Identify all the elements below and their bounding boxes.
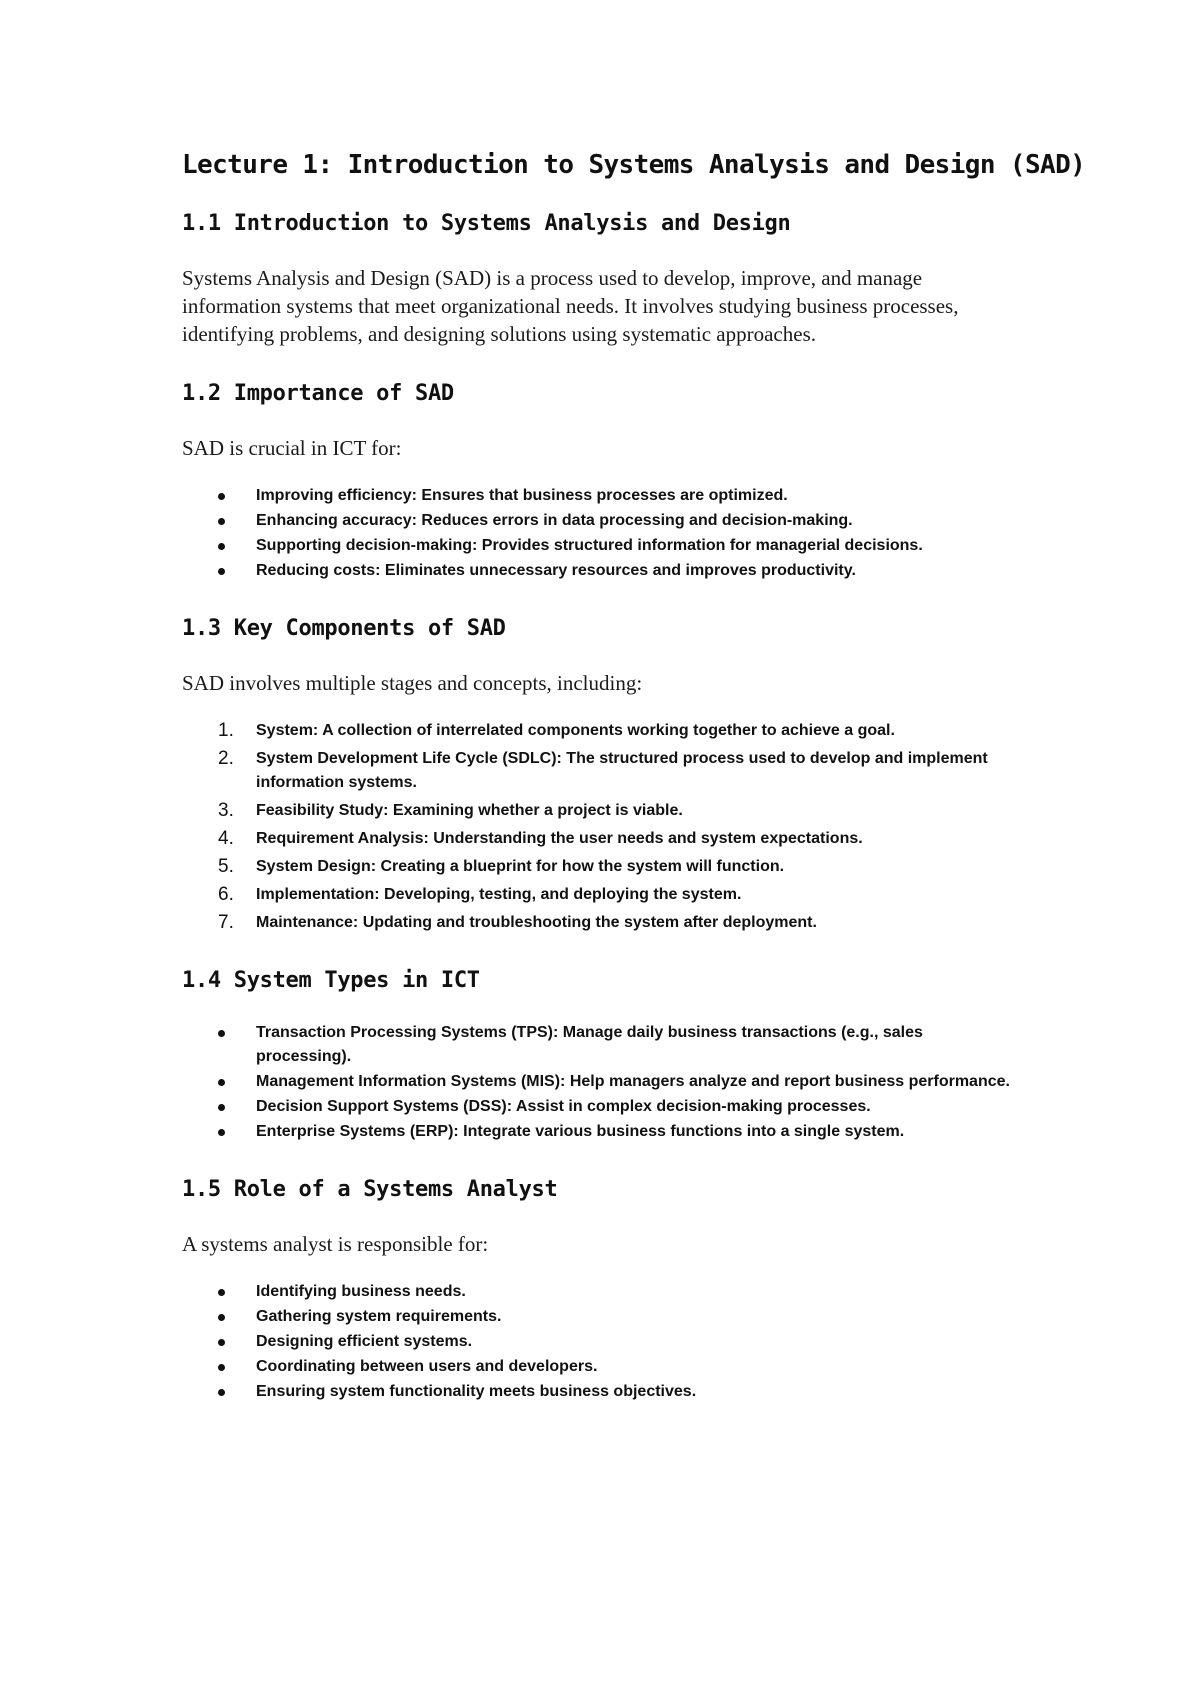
list-number: 7. [218,912,234,933]
list-item [182,1070,1022,1094]
list-item [182,1330,1022,1354]
bullet-icon [218,1030,225,1037]
bullet-icon [218,1129,225,1136]
section-heading-1-1: 1.1 Introduction to Systems Analysis and Design [182,211,791,236]
list-item-text: Gathering system requirements. [256,1308,502,1325]
list-item [182,827,1022,851]
section-heading-1-2: 1.2 Importance of SAD [182,381,454,406]
list-item [182,1305,1022,1329]
bullet-icon [218,1104,225,1111]
list-item [182,1021,1022,1069]
bullet-icon [218,1289,225,1296]
list-item-text: Coordinating between users and developers. [256,1358,598,1375]
list-item [182,855,1022,879]
list-item-text: Designing efficient systems. [256,1333,473,1350]
section-intro-1-3: SAD involves multiple stages and concepts, including: [182,671,643,695]
numbered-list-components [182,719,1022,935]
section-heading-1-5: 1.5 Role of a Systems Analyst [182,1177,558,1202]
section-heading-1-3: 1.3 Key Components of SAD [182,616,506,641]
list-item-text: Supporting decision-making: Provides structured information for managerial decisions. [256,537,923,554]
list-item [182,1355,1022,1379]
list-item [182,559,1022,583]
bullet-icon [218,543,225,550]
bullet-icon [218,1314,225,1321]
list-item-text: System: A collection of interrelated components working together to achieve a goal. [256,722,895,739]
bullet-icon [218,493,225,500]
list-item [182,1095,1022,1119]
bullet-list-analyst-role [182,1280,1022,1404]
list-item-text: Identifying business needs. [256,1283,466,1300]
section-paragraph-1-1: Systems Analysis and Design (SAD) is a process used to develop, improve, and manage information systems that meet organizational needs. It involves studying business processes, identifying problems, and designing solutions using systematic approaches. [182,266,959,346]
bullet-icon [218,1339,225,1346]
document-title: Lecture 1: Introduction to Systems Analysis and Design (SAD) [182,150,1086,180]
list-number: 4. [218,828,234,849]
list-number: 1. [218,720,234,741]
bullet-icon [218,1389,225,1396]
list-item [182,799,1022,823]
list-item-text: Reducing costs: Eliminates unnecessary resources and improves productivity. [256,562,856,579]
section-intro-1-5: A systems analyst is responsible for: [182,1232,489,1256]
list-item-text: Ensuring system functionality meets business objectives. [256,1383,697,1400]
list-item-text: Transaction Processing Systems (TPS): Manage daily business transactions (e.g., sales processing). [256,1024,923,1065]
section-intro-1-2: SAD is crucial in ICT for: [182,436,402,460]
list-item [182,747,1022,795]
bullet-icon [218,568,225,575]
list-item-text: Implementation: Developing, testing, and deploying the system. [256,886,742,903]
list-item [182,1280,1022,1304]
list-item-text: Requirement Analysis: Understanding the user needs and system expectations. [256,830,863,847]
list-item [182,719,1022,743]
bullet-icon [218,518,225,525]
list-item [182,1120,1022,1144]
list-item-text: Maintenance: Updating and troubleshooting the system after deployment. [256,914,817,931]
bullet-icon [218,1079,225,1086]
list-item-text: Improving efficiency: Ensures that business processes are optimized. [256,487,788,504]
bullet-list-importance [182,484,1022,583]
list-item [182,484,1022,508]
list-item [182,883,1022,907]
bullet-list-system-types [182,1021,1022,1144]
list-item-text: Enterprise Systems (ERP): Integrate various business functions into a single system. [256,1123,905,1140]
list-item [182,1380,1022,1404]
list-item [182,911,1022,935]
list-item-text: Management Information Systems (MIS): Help managers analyze and report business performance. [256,1073,1010,1090]
section-heading-1-4: 1.4 System Types in ICT [182,968,480,993]
list-item-text: Feasibility Study: Examining whether a project is viable. [256,802,683,819]
list-item-text: System Design: Creating a blueprint for how the system will function. [256,858,785,875]
list-item-text: Enhancing accuracy: Reduces errors in data processing and decision-making. [256,512,853,529]
list-item [182,509,1022,533]
bullet-icon [218,1364,225,1371]
list-item-text: System Development Life Cycle (SDLC): The structured process used to develop and implement information systems. [256,750,988,791]
list-number: 5. [218,856,234,877]
list-number: 2. [218,748,234,769]
list-number: 6. [218,884,234,905]
document-body [182,148,1086,1436]
list-number: 3. [218,800,234,821]
list-item-text: Decision Support Systems (DSS): Assist in complex decision-making processes. [256,1098,871,1115]
list-item [182,534,1022,558]
